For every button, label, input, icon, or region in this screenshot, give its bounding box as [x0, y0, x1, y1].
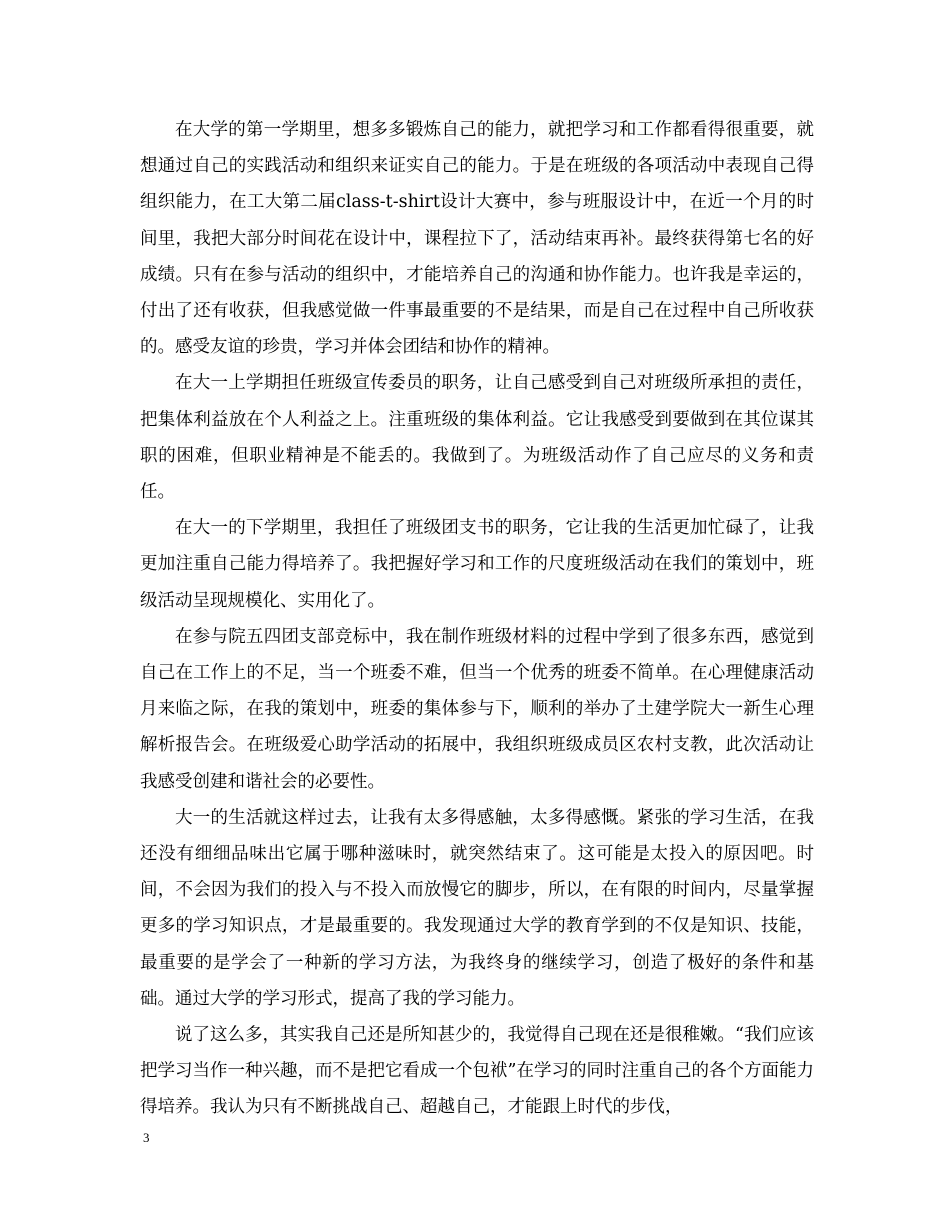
- paragraph-2: 在大一上学期担任班级宣传委员的职务，让自己感受到自己对班级所承担的责任，把集体利益放在个人利益之上。注重班级的集体利益。它让我感受到要做到在其位谋其职的困难，但职业精神是不能丢的。我做到了。为班级活动作了自己应尽的义务和责任。: [140, 373, 814, 503]
- body-text: [140, 112, 814, 1126]
- paragraph-1: 在大学的第一学期里，想多多锻炼自己的能力，就把学习和工作都看得很重要，就想通过自己的实践活动和组织来证实自己的能力。于是在班级的各项活动中表现自己得组织能力，在工大第二届class-t-shirt设计大赛中，参与班服设计中，在近一个月的时间里，我把大部分时间花在设计中，课程拉下了，活动结束再补。最终获得第七名的好成绩。只有在参与活动的组织中，才能培养自己的沟通和协作能力。也许我是幸运的，付出了还有收获，但我感觉做一件事最重要的不是结果，而是自己在过程中自己所收获的。感受友谊的珍贵，学习并体会团结和协作的精神。: [140, 120, 814, 358]
- page-number: 3: [143, 1130, 150, 1145]
- paragraph-3: 在大一的下学期里，我担任了班级团支书的职务，它让我的生活更加忙碌了，让我更加注重自己能力得培养了。我把握好学习和工作的尺度班级活动在我们的策划中，班级活动呈现规模化、实用化了。: [140, 518, 814, 611]
- paragraph-4: 在参与院五四团支部竞标中，我在制作班级材料的过程中学到了很多东西，感觉到自己在工作上的不足，当一个班委不难，但当一个优秀的班委不简单。在心理健康活动月来临之际，在我的策划中，班委的集体参与下，顺利的举办了土建学院大一新生心理解析报告会。在班级爱心助学活动的拓展中，我组织班级成员区农村支教，此次活动让我感受创建和谐社会的必要性。: [140, 626, 814, 792]
- paragraph-6: 说了这么多，其实我自己还是所知甚少的，我觉得自己现在还是很稚嫩。“我们应该把学习当作一种兴趣，而不是把它看成一个包袱”在学习的同时注重自己的各个方面能力得培养。我认为只有不断挑战自己、超越自己，才能跟上时代的步伐，: [140, 1025, 814, 1118]
- paragraph-5: 大一的生活就这样过去，让我有太多得感触，太多得感慨。紧张的学习生活，在我还没有细细品味出它属于哪种滋味时，就突然结束了。这可能是太投入的原因吧。时间，不会因为我们的投入与不投入而放慢它的脚步，所以，在有限的时间内，尽量掌握更多的学习知识点，才是最重要的。我发现通过大学的教育学到的不仅是知识、技能，最重要的是学会了一种新的学习方法，为我终身的继续学习，创造了极好的条件和基础。通过大学的学习形式，提高了我的学习能力。: [140, 807, 814, 1009]
